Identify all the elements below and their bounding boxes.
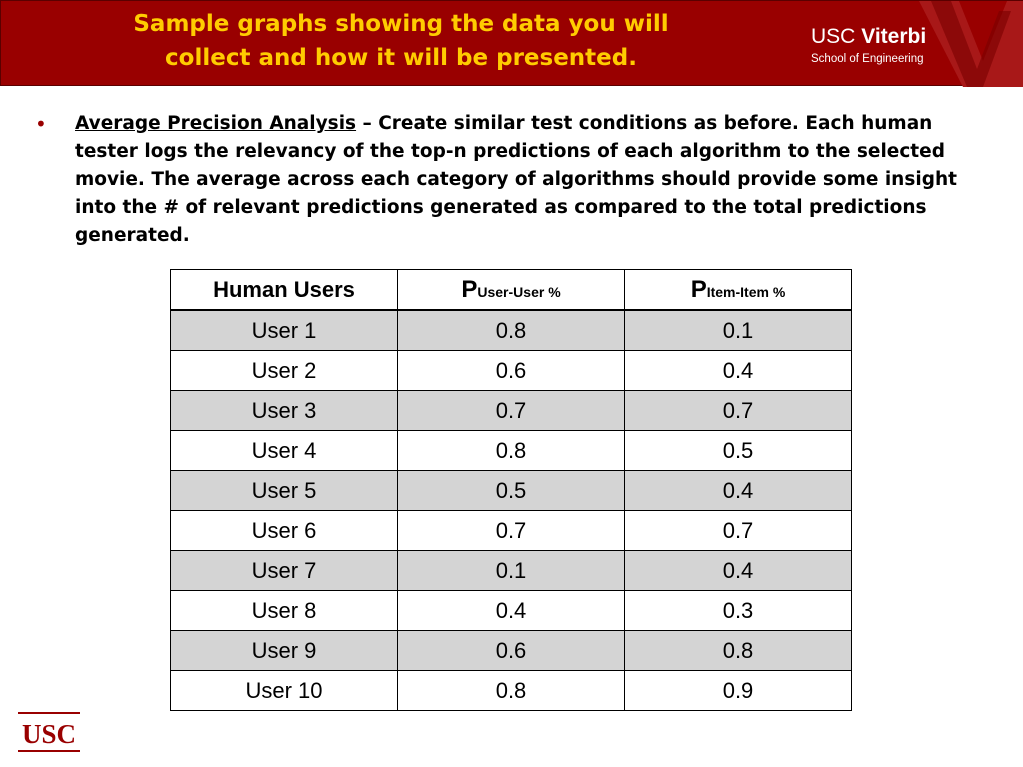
cell-p-user: 0.8	[398, 431, 625, 471]
slide-title	[61, 7, 741, 75]
cell-user: User 3	[171, 391, 398, 431]
cell-user: User 5	[171, 471, 398, 511]
logo-usc-text: USC	[811, 25, 856, 48]
cell-p-item: 0.1	[625, 310, 852, 351]
cell-p-item: 0.7	[625, 391, 852, 431]
cell-p-user: 0.7	[398, 391, 625, 431]
cell-p-item: 0.8	[625, 631, 852, 671]
header-p-item-item	[625, 270, 852, 311]
cell-user: User 10	[171, 671, 398, 711]
table-row	[171, 511, 852, 551]
cell-p-item: 0.4	[625, 351, 852, 391]
cell-p-item: 0.9	[625, 671, 852, 711]
table-row	[171, 391, 852, 431]
cell-user: User 2	[171, 351, 398, 391]
cell-p-user: 0.7	[398, 511, 625, 551]
cell-p-user: 0.8	[398, 671, 625, 711]
header-p-user-sub: User-User %	[477, 283, 561, 300]
usc-footer-logo-icon	[18, 712, 80, 752]
header-p-item-sub: Item-Item %	[706, 283, 786, 300]
cell-p-user: 0.6	[398, 351, 625, 391]
cell-p-item: 0.5	[625, 431, 852, 471]
cell-p-item: 0.4	[625, 551, 852, 591]
cell-p-user: 0.8	[398, 310, 625, 351]
table-row	[171, 631, 852, 671]
bullet-body: – Create similar test conditions as before. Each human tester logs the relevancy of the top-n predictions of each algorithm to the selected movie. The average across each category of algorithms should provide some insight into the # of relevant predictions generated as compared to the total predictions generated.	[75, 113, 957, 246]
header-human-users: Human Users	[171, 270, 398, 311]
bullet-heading: Average Precision Analysis	[75, 113, 357, 134]
cell-p-user: 0.4	[398, 591, 625, 631]
footer-logo-text: USC	[21, 719, 77, 749]
cell-p-user: 0.5	[398, 471, 625, 511]
table-header-row	[171, 270, 852, 311]
cell-p-item: 0.4	[625, 471, 852, 511]
bullet-text	[75, 110, 995, 250]
cell-user: User 1	[171, 310, 398, 351]
header-p-user-main: P	[461, 275, 478, 303]
table-row	[171, 310, 852, 351]
cell-user: User 6	[171, 511, 398, 551]
header-p-item-main: P	[690, 275, 707, 303]
table-row	[171, 471, 852, 511]
cell-user: User 8	[171, 591, 398, 631]
cell-p-user: 0.6	[398, 631, 625, 671]
table-row	[171, 551, 852, 591]
table-row	[171, 351, 852, 391]
table-row	[171, 591, 852, 631]
title-line-2: collect and how it will be presented.	[165, 45, 637, 71]
cell-user: User 4	[171, 431, 398, 471]
table-row	[171, 671, 852, 711]
cell-user: User 7	[171, 551, 398, 591]
header-p-user-user	[398, 270, 625, 311]
bullet-icon: •	[35, 112, 47, 136]
usc-viterbi-logo	[811, 25, 926, 67]
logo-school-text: School of Engineering	[811, 53, 924, 65]
cell-p-user: 0.1	[398, 551, 625, 591]
precision-table	[170, 269, 852, 711]
slide-header	[0, 0, 1023, 86]
logo-viterbi-text: Viterbi	[861, 25, 927, 48]
table-row	[171, 431, 852, 471]
cell-p-item: 0.7	[625, 511, 852, 551]
title-line-1: Sample graphs showing the data you will	[133, 11, 669, 37]
cell-user: User 9	[171, 631, 398, 671]
cell-p-item: 0.3	[625, 591, 852, 631]
